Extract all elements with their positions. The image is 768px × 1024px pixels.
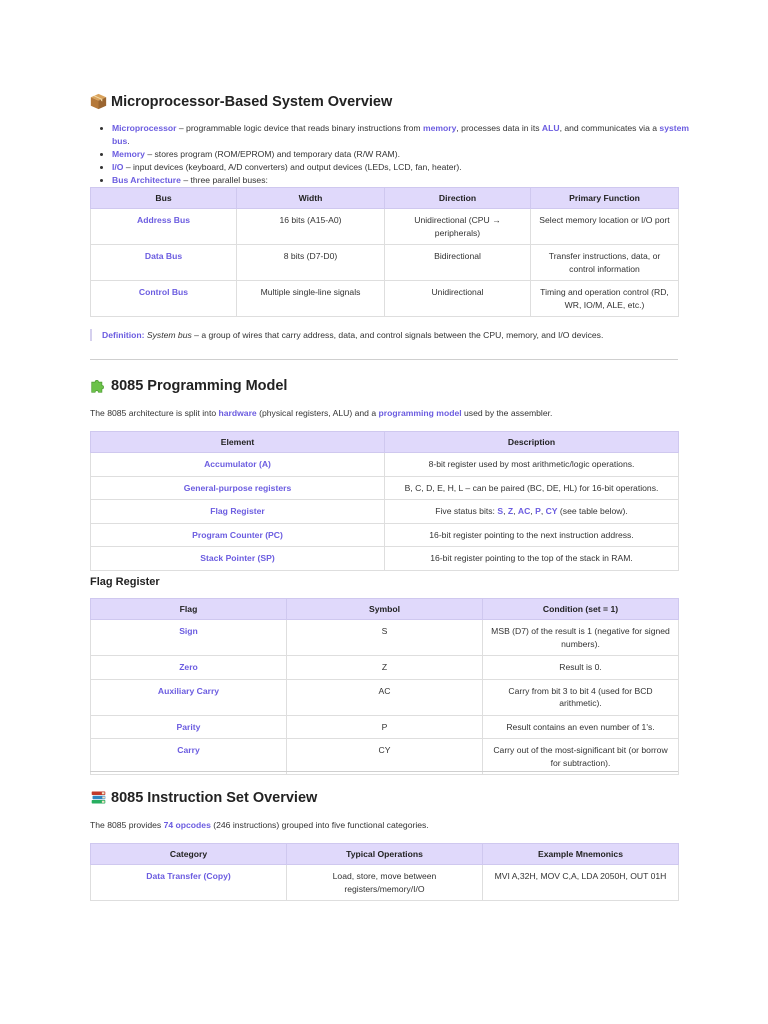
table-cell: 8 bits (D7-D0) [237, 245, 385, 281]
element-name-cell[interactable]: Stack Pointer (SP) [91, 547, 385, 571]
element-name-cell[interactable]: Program Counter (PC) [91, 523, 385, 547]
column-header: Bus [91, 188, 237, 209]
column-header: Flag [91, 599, 287, 620]
category-table [90, 843, 679, 901]
section-title-text: Microprocessor-Based System Overview [111, 93, 393, 110]
term-hardware-link[interactable]: hardware [218, 408, 257, 418]
table-cell: Transfer instructions, data, or control information [531, 245, 679, 281]
table-cell: B, C, D, E, H, L – can be paired (BC, DE, HL) for 16-bit operations. [385, 476, 679, 500]
table-row [91, 500, 679, 524]
table-row [91, 453, 679, 477]
bus-name-cell[interactable]: Address Bus [91, 209, 237, 245]
column-header: Example Mnemonics [483, 844, 679, 865]
column-header: Typical Operations [287, 844, 483, 865]
section-divider [90, 359, 678, 360]
column-header: Width [237, 188, 385, 209]
bullet-bus-architecture: • Bus Architecture – three parallel buses: [112, 174, 692, 187]
term-opcodes-link[interactable]: 74 opcodes [163, 820, 211, 830]
table-row [91, 679, 679, 715]
column-header: Description [385, 432, 679, 453]
table-cell: CY [287, 739, 483, 775]
definition-term: System bus [146, 330, 192, 340]
category-name-cell[interactable]: Data Transfer (Copy) [91, 865, 287, 901]
table-row [91, 523, 679, 547]
table-cell: 16-bit register pointing to the top of the stack in RAM. [385, 547, 679, 571]
flag-name-cell[interactable]: Sign [91, 620, 287, 656]
flag-bit-link[interactable]: Z [507, 506, 514, 516]
bullet-io: • I/O – input devices (keyboard, A/D converters) and output devices (LEDs, LCD, fan, heater). [112, 161, 692, 174]
table-cell: Load, store, move between registers/memory/I/O [287, 865, 483, 901]
table-header-row [91, 844, 679, 865]
table-row [91, 476, 679, 500]
bus-table [90, 187, 679, 317]
bullet-microprocessor: • Microprocessor – programmable logic device that reads binary instructions from memory, processes data in its ALU, and communicates via a system bus. [112, 122, 692, 148]
term-memory[interactable]: Memory [112, 149, 145, 159]
column-header: Category [91, 844, 287, 865]
table-cell: Bidirectional [385, 245, 531, 281]
section-title-text: 8085 Instruction Set Overview [111, 789, 318, 806]
element-name-cell[interactable]: General-purpose registers [91, 476, 385, 500]
bullet-memory: • Memory – stores program (ROM/EPROM) and temporary data (R/W RAM). [112, 148, 692, 161]
table-header-row [91, 599, 679, 620]
table-cell: 16 bits (A15-A0) [237, 209, 385, 245]
term-io[interactable]: I/O [112, 162, 124, 172]
table-cell: MSB (D7) of the result is 1 (negative for signed numbers). [483, 620, 679, 656]
books-icon [90, 789, 107, 806]
term-memory-link[interactable]: memory [422, 123, 457, 133]
column-header: Symbol [287, 599, 483, 620]
section-title-overview [90, 93, 392, 110]
table-row [91, 739, 679, 775]
column-header: Condition (set = 1) [483, 599, 679, 620]
table-cell: Carry from bit 3 to bit 4 (used for BCD arithmetic). [483, 679, 679, 715]
table-cell: Z [287, 656, 483, 680]
bus-name-cell[interactable]: Control Bus [91, 281, 237, 317]
table-row [91, 620, 679, 656]
table-cell: Select memory location or I/O port [531, 209, 679, 245]
table-cell: AC [287, 679, 483, 715]
flag-name-cell[interactable]: Parity [91, 715, 287, 739]
flag-name-cell[interactable]: Auxiliary Carry [91, 679, 287, 715]
element-name-cell[interactable]: Flag Register [91, 500, 385, 524]
table-cell: 16-bit register pointing to the next instruction address. [385, 523, 679, 547]
definition-label: Definition: [102, 330, 145, 340]
column-header: Direction [385, 188, 531, 209]
flag-name-cell[interactable]: Carry [91, 739, 287, 775]
programming-model-intro: The 8085 architecture is split into hardware (physical registers, ALU) and a programming model used by the assembler. [90, 408, 553, 418]
term-bus-architecture[interactable]: Bus Architecture [112, 175, 181, 185]
table-row [91, 547, 679, 571]
table-row [91, 715, 679, 739]
overview-bullet-list [90, 122, 692, 187]
table-cell: Unidirectional [385, 281, 531, 317]
table-cell: Timing and operation control (RD, WR, IO/M, ALE, etc.) [531, 281, 679, 317]
instruction-set-intro: The 8085 provides 74 opcodes (246 instructions) grouped into five functional categories. [90, 820, 429, 830]
table-cell: Result contains an even number of 1's. [483, 715, 679, 739]
table-header-row [91, 188, 679, 209]
flag-bit-link[interactable]: S [497, 506, 504, 516]
definition-callout [90, 329, 678, 341]
table-cell: 8-bit register used by most arithmetic/logic operations. [385, 453, 679, 477]
element-table [90, 431, 679, 571]
section-title-instruction-set [90, 789, 317, 806]
column-header: Primary Function [531, 188, 679, 209]
table-row [91, 209, 679, 245]
flag-bit-link[interactable]: CY [545, 506, 558, 516]
table-cell: Multiple single-line signals [237, 281, 385, 317]
bus-name-cell[interactable]: Data Bus [91, 245, 237, 281]
flag-bit-link[interactable]: AC [517, 506, 531, 516]
table-cell: Result is 0. [483, 656, 679, 680]
term-system-bus-link[interactable]: system bus [112, 123, 690, 146]
term-alu-link[interactable]: ALU [541, 123, 560, 133]
table-row [91, 865, 679, 901]
puzzle-piece-icon [90, 377, 107, 394]
column-header: Element [91, 432, 385, 453]
term-microprocessor[interactable]: Microprocessor [112, 123, 177, 133]
flag-table [90, 598, 679, 775]
term-programming-model-link[interactable]: programming model [378, 408, 462, 418]
table-cell: S [287, 620, 483, 656]
flag-bit-link[interactable]: P [535, 506, 541, 516]
table-row [91, 245, 679, 281]
table-cell: Unidirectional (CPU → peripherals) [385, 209, 531, 245]
section-divider [90, 771, 678, 772]
table-row [91, 656, 679, 680]
section-title-programming-model [90, 377, 287, 394]
section-title-text: 8085 Programming Model [111, 377, 288, 394]
element-name-cell[interactable]: Accumulator (A) [91, 453, 385, 477]
package-icon [90, 93, 107, 110]
definition-text: – a group of wires that carry address, data, and control signals between the CPU, memory, and I/O devices. [191, 330, 604, 340]
table-header-row [91, 432, 679, 453]
flag-register-heading: Flag Register [90, 576, 160, 588]
table-cell: MVI A,32H, MOV C,A, LDA 2050H, OUT 01H [483, 865, 679, 901]
table-cell-flag-description: Five status bits: S, Z, AC, P, CY (see table below). [385, 500, 679, 524]
table-cell: P [287, 715, 483, 739]
table-cell: Carry out of the most-significant bit (or borrow for subtraction). [483, 739, 679, 775]
table-row [91, 281, 679, 317]
flag-name-cell[interactable]: Zero [91, 656, 287, 680]
